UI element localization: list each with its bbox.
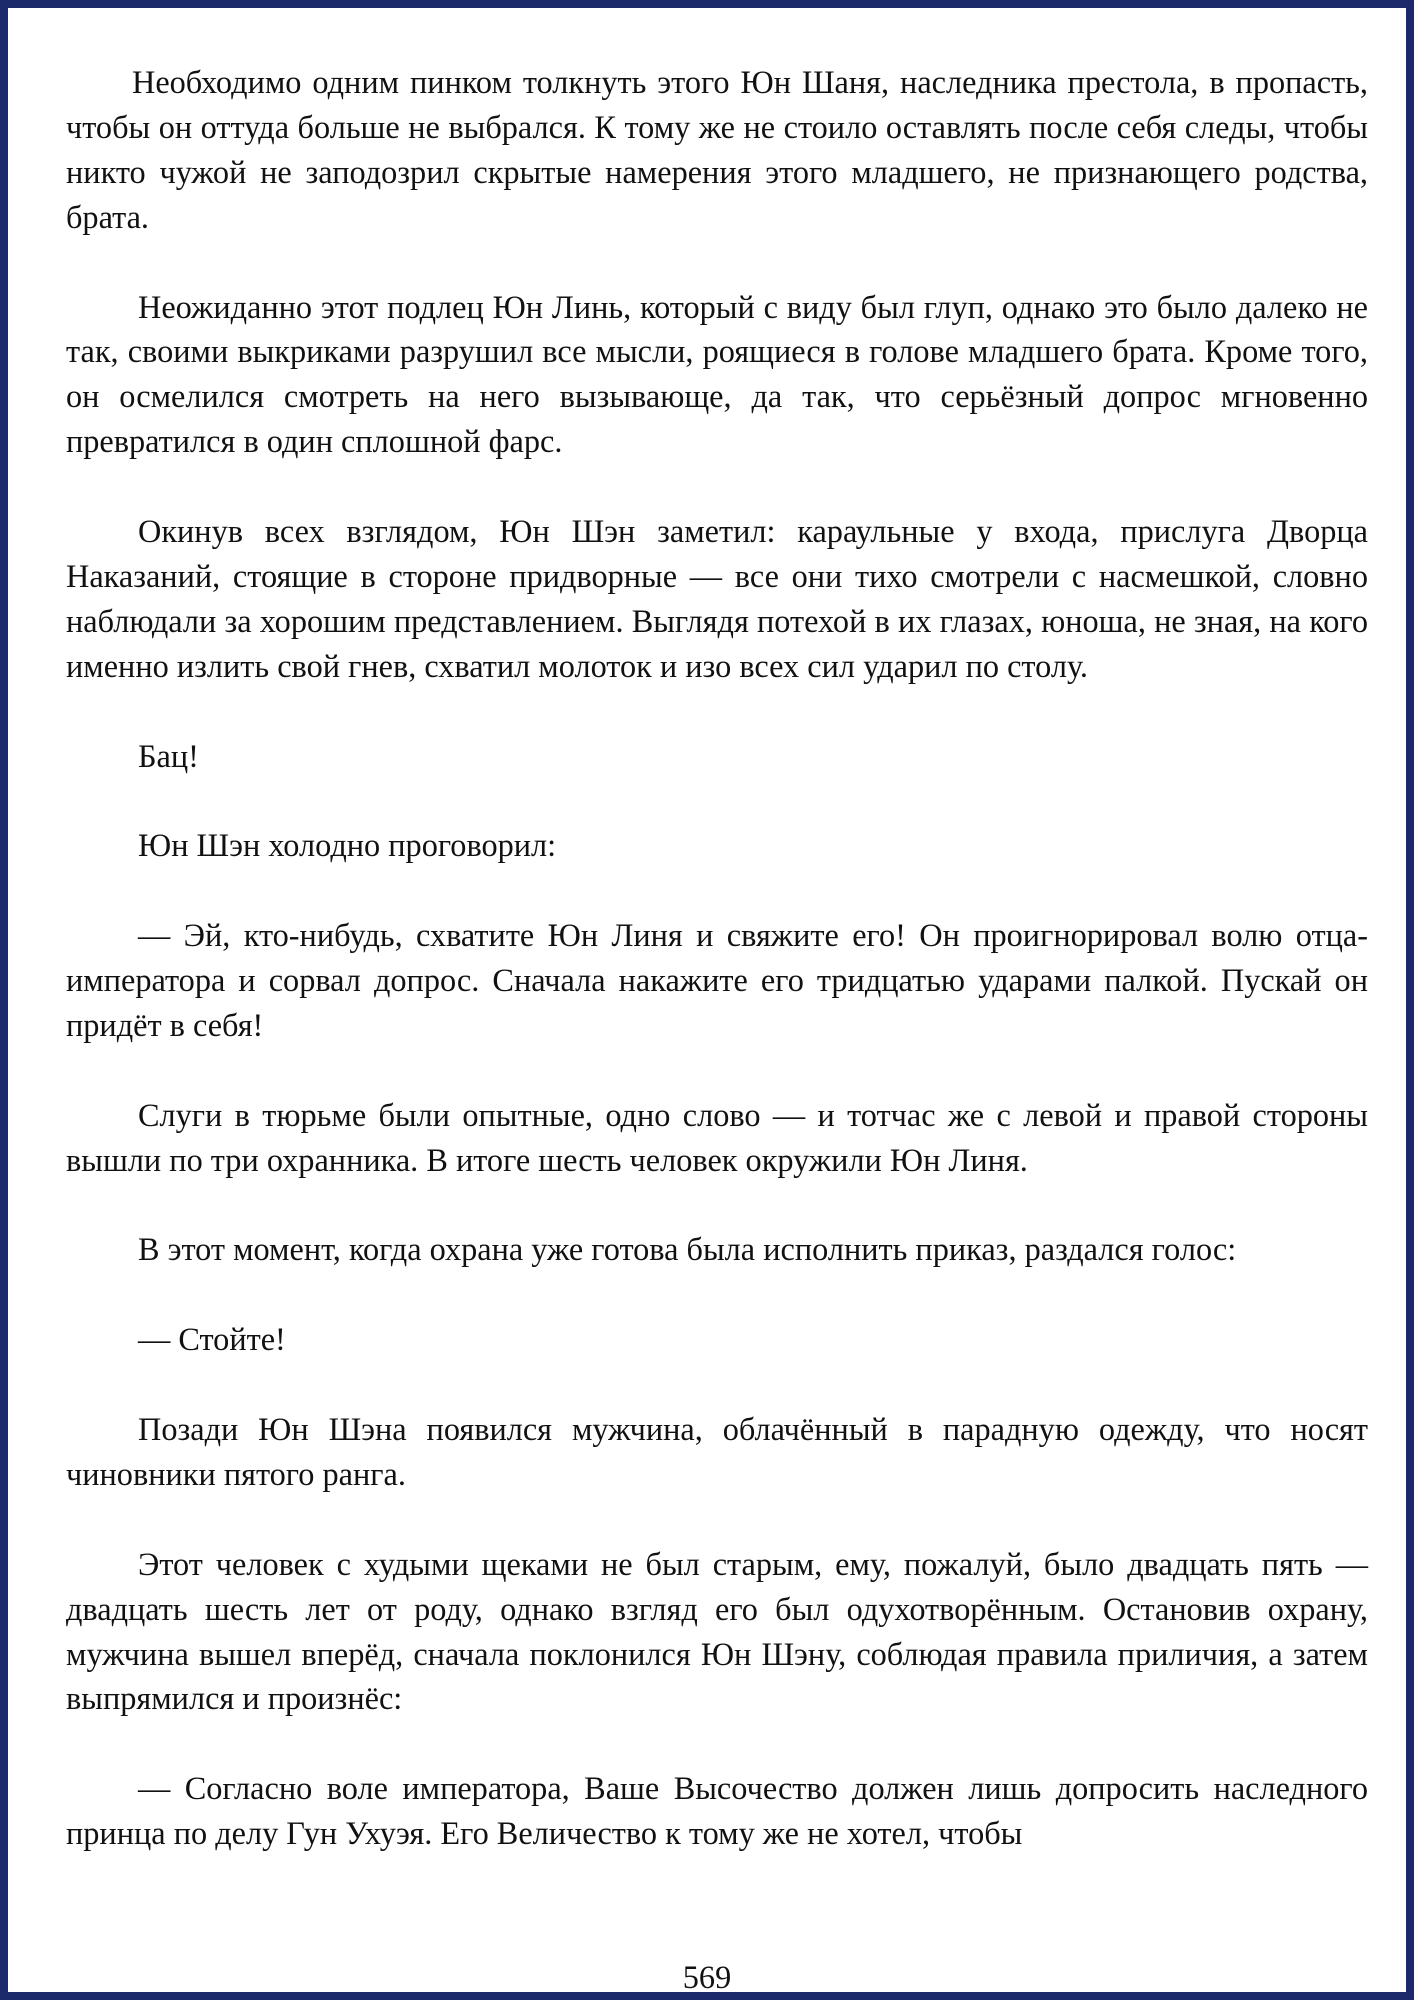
paragraph-5: Юн Шэн холодно проговорил:: [138, 827, 557, 864]
paragraph-2: Неожиданно этот подлец Юн Линь, который с виду был глуп, однако это было далеко не так, своими выкриками разрушил все мысли, роящиеся в голове младшего брата. Кроме того, он осмелился смотреть на него вызывающе, да так, что серьёзный допрос мгновенно превратился в один сплошной фарс.: [66, 288, 1368, 460]
paragraph-6: — Эй, кто-нибудь, схватите Юн Линя и свяжите его! Он проигнорировал волю отца-императора и сорвал допрос. Сначала накажите его тридцатью ударами палкой. Пускай он придёт в себя!: [66, 917, 1368, 1043]
body-text: [66, 60, 1368, 1901]
page-number: 569: [682, 1959, 732, 1995]
paragraph-7: Слуги в тюрьме были опытные, одно слово — и тотчас же с левой и правой стороны вышли по три охранника. В итоге шесть человек окружили Юн Линя.: [66, 1096, 1368, 1178]
paragraph-12: — Согласно воле императора, Ваше Высочество должен лишь допросить наследного принца по делу Гун Ухуэя. Его Величество к тому же не хотел, чтобы: [66, 1770, 1368, 1852]
paragraph-3: Окинув всех взглядом, Юн Шэн заметил: караульные у входа, прислуга Дворца Наказаний, стоящие в стороне придворные — все они тихо смотрели с насмешкой, словно наблюдали за хорошим представлением. Выглядя потехой в их глазах, юноша, не зная, на кого именно излить свой гнев, схватил молоток и изо всех сил ударил по столу.: [66, 513, 1368, 684]
paragraph-11: Этот человек с худыми щеками не был старым, ему, пожалуй, было двадцать пять — двадцать шесть лет от роду, однако взгляд его был одухотворённым. Остановив охрану, мужчина вышел вперёд, сначала поклонился Юн Шэну, соблюдая правила приличия, а затем выпрямился и произнёс:: [66, 1545, 1368, 1717]
paragraph-10: Позади Юн Шэна появился мужчина, облачённый в парадную одежду, что носят чиновники пятого ранга.: [66, 1411, 1368, 1492]
paragraph-1: Необходимо одним пинком толкнуть этого Юн Шаня, наследника престола, в пропасть, чтобы он оттуда больше не выбрался. К тому же не стоило оставлять после себя следы, чтобы никто чужой не заподозрил скрытые намерения этого младшего, не признающего родства, брата.: [66, 64, 1368, 235]
paragraph-9: — Стойте!: [138, 1321, 286, 1358]
paragraph-4: Бац!: [138, 737, 199, 774]
paragraph-8: В этот момент, когда охрана уже готова была исполнить приказ, раздался голос:: [138, 1231, 1237, 1268]
